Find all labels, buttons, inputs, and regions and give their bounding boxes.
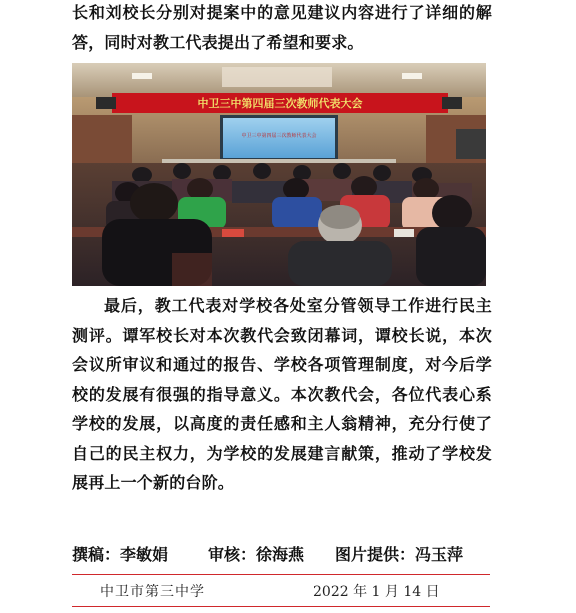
footer-rule-top [72, 574, 490, 575]
banner-text: 中卫三中第四届三次教师代表大会 [197, 97, 363, 110]
footer-school: 中卫市第三中学 [100, 584, 205, 600]
article-paragraph-top: 长和刘校长分别对提案中的意见建议内容进行了详细的解答，同时对教工代表提出了希望和要求。 [72, 3, 492, 52]
credits-line [72, 542, 492, 568]
footer-date: 2022 年 1 月 14 日 [313, 584, 440, 600]
footer-rule-bottom [72, 606, 490, 607]
screen-text: 中卫三中第四届三次教师代表大会 [241, 133, 317, 139]
credit-writer: 撰稿：李敏娟 [72, 545, 169, 564]
credit-photo: 图片提供：冯玉萍 [335, 545, 464, 564]
meeting-photo [72, 63, 486, 286]
meeting-photo-illustration [72, 63, 486, 286]
article-paragraph-bottom: 最后，教工代表对学校各处室分管领导工作进行民主测评。谭军校长对本次教代会致闭幕词，谭校长说，本次会议所审议和通过的报告、学校各项管理制度，对今后学校的发展有很强的指导意义。本次教代会，各位代表心系学校的发展，以高度的责任感和主人翁精神，充分行使了自己的民主权力，为学校的发展建言献策，推动了学校发展再上一个新的台阶。 [72, 296, 492, 492]
credit-reviewer: 审核：徐海燕 [208, 545, 305, 564]
